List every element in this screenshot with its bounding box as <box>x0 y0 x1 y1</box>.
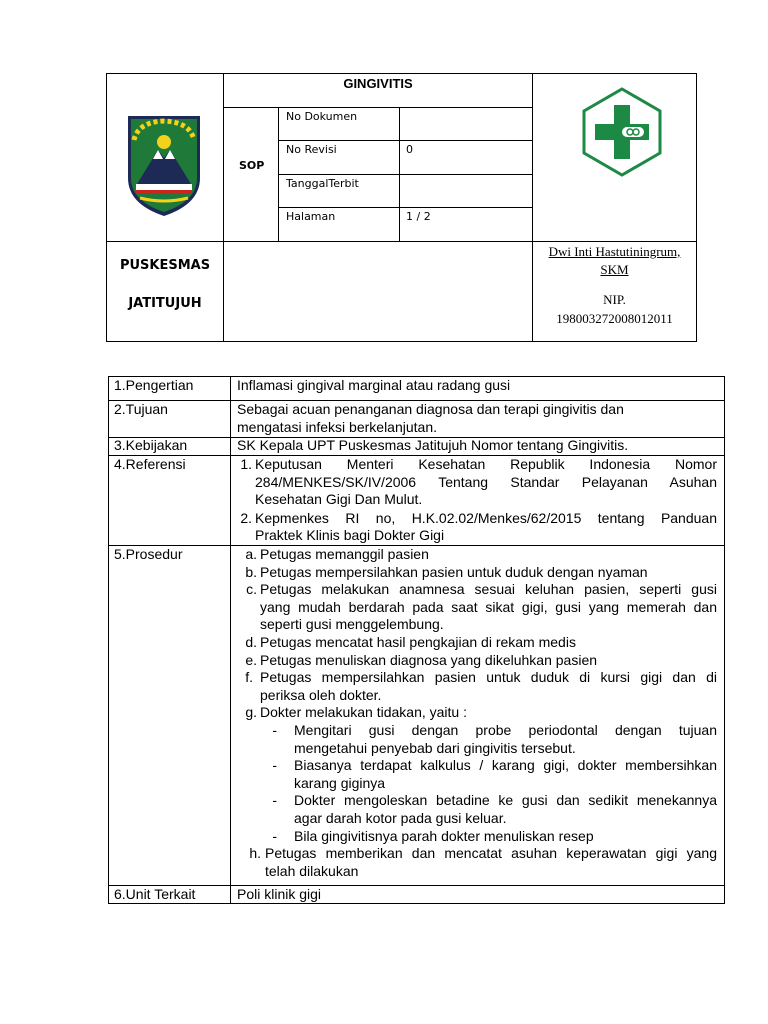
list-marker: 2. <box>240 509 252 526</box>
sub-list-item <box>241 828 717 846</box>
list-item <box>241 564 717 582</box>
list-line: yang mudah berdarah pada saat sikat gigi, gusi yang memerah dan <box>260 598 717 615</box>
list-item <box>241 652 717 670</box>
row-label-pengertian: 1.Pengertian <box>114 377 194 393</box>
list-item <box>241 704 717 722</box>
list-item <box>241 845 717 880</box>
list-line: seperti gusi menggelembung. <box>260 616 444 633</box>
field-label-no-revisi: No Revisi <box>286 143 337 156</box>
row-label-prosedur: 5.Prosedur <box>114 546 183 562</box>
list-line: Dokter melakukan tidakan, yaitu : <box>260 704 467 721</box>
org-name-line1: PUSKESMAS <box>119 258 211 273</box>
referensi-list <box>238 456 717 545</box>
document-title: GINGIVITIS <box>343 76 413 91</box>
list-marker: g. <box>245 704 257 721</box>
sub-list-marker: - <box>272 792 277 809</box>
list-line: Petugas memanggil pasien <box>260 546 429 562</box>
list-line: agar darah kotor pada gusi keluar. <box>294 809 507 826</box>
regency-emblem-icon <box>124 112 204 218</box>
list-line: Bila gingivitisnya parah dokter menuliskan resep <box>294 827 594 844</box>
list-line: Petugas mempersilahkan pasien untuk duduk di kursi gigi dan di <box>260 669 717 686</box>
field-value-no-revisi: 0 <box>406 143 413 156</box>
puskesmas-logo-icon <box>580 86 664 178</box>
prosedur-list <box>241 546 717 880</box>
list-line: Petugas menuliskan diagnosa yang dikeluhkan pasien <box>260 651 598 668</box>
row-label-kebijakan: 3.Kebijakan <box>114 437 188 453</box>
list-marker: c. <box>246 581 257 598</box>
tujuan-line: Sebagai acuan penanganan diagnosa dan terapi gingivitis dan <box>237 401 624 417</box>
list-line: karang giginya <box>294 774 386 791</box>
list-item <box>238 510 717 545</box>
list-line: Petugas mencatat hasil pengkajian di rekam medis <box>260 633 576 650</box>
sub-list-marker: - <box>272 721 277 738</box>
list-line: 284/MENKES/SK/IV/2006 Tentang Standar Pelayanan Asuhan <box>255 473 717 490</box>
list-line: mengetahui penyebab dari gingivitis tersebut. <box>294 739 576 756</box>
list-marker: f. <box>245 669 253 686</box>
list-marker: d. <box>245 633 257 650</box>
list-line: Keputusan Menteri Kesehatan Republik Indonesia Nomor <box>255 456 717 472</box>
field-label-no-dokumen: No Dokumen <box>286 110 358 123</box>
list-item <box>241 634 717 652</box>
list-line: Biasanya terdapat kalkulus / karang gigi, dokter membersihkan <box>294 757 717 774</box>
list-line: Kepmenkes RI no, H.K.02.02/Menkes/62/2015 tentang Panduan <box>255 509 717 526</box>
list-line: Praktek Klinis bagi Dokter Gigi <box>255 527 445 544</box>
list-line: Kesehatan Gigi Dan Mulut. <box>255 491 423 508</box>
list-line: Petugas memberikan dan mencatat asuhan keperawatan gigi yang <box>265 845 717 862</box>
pengertian-text: Inflamasi gingival marginal atau radang gusi <box>237 377 511 393</box>
unit-terkait-text: Poli klinik gigi <box>237 886 322 902</box>
row-label-unit-terkait: 6.Unit Terkait <box>114 886 196 902</box>
list-marker: h. <box>249 845 261 862</box>
list-marker: e. <box>245 651 257 668</box>
row-label-tujuan: 2.Tujuan <box>114 401 168 417</box>
list-line: Dokter mengoleskan betadine ke gusi dan sedikit menekannya <box>294 792 717 809</box>
list-item <box>241 669 717 704</box>
sop-label: SOP <box>239 159 265 172</box>
list-marker: 1. <box>240 456 252 472</box>
row-label-referensi: 4.Referensi <box>114 456 186 472</box>
sub-list-item <box>241 757 717 792</box>
list-line: Mengitari gusi dengan probe periodontal dengan tujuan <box>294 721 717 738</box>
sub-list-item <box>241 792 717 827</box>
tujuan-line: mengatasi infeksi berkelanjutan. <box>237 418 438 435</box>
field-value-halaman: 1 / 2 <box>406 210 431 223</box>
list-marker: a. <box>245 546 257 562</box>
sub-list-marker: - <box>272 757 277 774</box>
nip-label: NIP. <box>603 292 626 307</box>
signer-title: SKM <box>600 262 629 277</box>
list-line: Petugas mempersilahkan pasien untuk duduk dengan nyaman <box>260 563 648 580</box>
list-item <box>241 581 717 634</box>
sub-list-marker: - <box>272 827 277 844</box>
list-line: Petugas melakukan anamnesa sesuai keluhan pasien, seperti gusi <box>260 581 717 598</box>
signer-name: Dwi Inti Hastutiningrum, <box>548 244 681 259</box>
list-marker: b. <box>245 563 257 580</box>
field-label-halaman: Halaman <box>286 210 336 223</box>
kebijakan-text: SK Kepala UPT Puskesmas Jatitujuh Nomor tentang Gingivitis. <box>237 437 629 453</box>
list-item <box>238 456 717 509</box>
list-item <box>241 546 717 564</box>
nip-value: 198003272008012011 <box>556 311 673 326</box>
field-label-tanggal-terbit: TanggalTerbit <box>286 177 359 190</box>
list-line: periksa oleh dokter. <box>260 686 382 703</box>
sub-list-item <box>241 722 717 757</box>
tujuan-text <box>237 401 717 436</box>
list-line: telah dilakukan <box>265 862 359 879</box>
org-name-line2: JATITUJUH <box>128 296 202 311</box>
